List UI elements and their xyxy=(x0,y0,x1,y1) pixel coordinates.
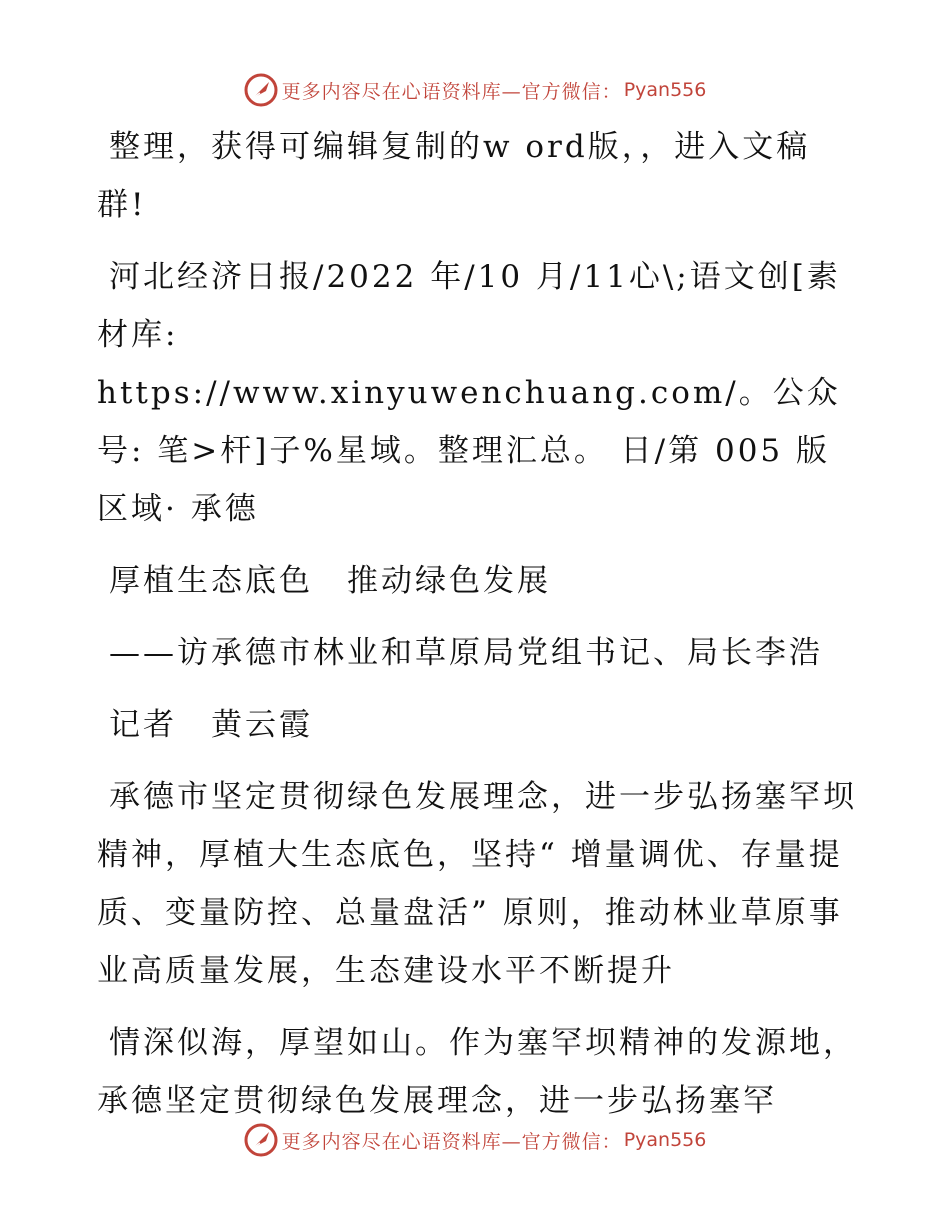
footer-wechat-id: Pyan556 xyxy=(623,1129,707,1151)
document-body xyxy=(97,118,857,1144)
header-wechat-id: Pyan556 xyxy=(623,79,707,101)
quill-logo-icon xyxy=(244,1123,278,1157)
header-official-label: —官方微信： xyxy=(501,80,622,103)
header-slogan: 更多内容尽在心语资料库 xyxy=(281,80,502,103)
article-subtitle: ——访承德市林业和草原局党组书记、局长李浩 xyxy=(109,635,823,671)
source-paragraph: 河北经济日报/2022 年/10 月/11心\;语文创[素材库: https://www.xinyuwenchuang.com/。公众号: 笔>杆]子%星域。整理汇总。 日/第 005 版区域· 承德 xyxy=(97,259,841,527)
body-paragraph-2: 情深似海，厚望如山。作为塞罕坝精神的发源地，承德坚定贯彻绿色发展理念，进一步弘扬塞罕 xyxy=(97,1025,857,1119)
intro-paragraph: 整理，获得可编辑复制的w ord版，，进入文稿群! xyxy=(97,129,811,223)
footer-banner xyxy=(0,1120,950,1160)
footer-slogan: 更多内容尽在心语资料库 xyxy=(281,1130,502,1153)
quill-logo-icon xyxy=(244,73,278,107)
footer-official-label: —官方微信： xyxy=(501,1130,622,1153)
header-banner xyxy=(0,70,950,110)
article-title: 厚植生态底色 推动绿色发展 xyxy=(109,563,551,599)
reporter-line: 记者 黄云霞 xyxy=(109,707,313,743)
body-paragraph-1: 承德市坚定贯彻绿色发展理念，进一步弘扬塞罕坝精神，厚植大生态底色，坚持“ 增量调优、存量提质、变量防控、总量盘活” 原则，推动林业草原事业高质量发展，生态建设水平不断提升 xyxy=(97,779,857,989)
